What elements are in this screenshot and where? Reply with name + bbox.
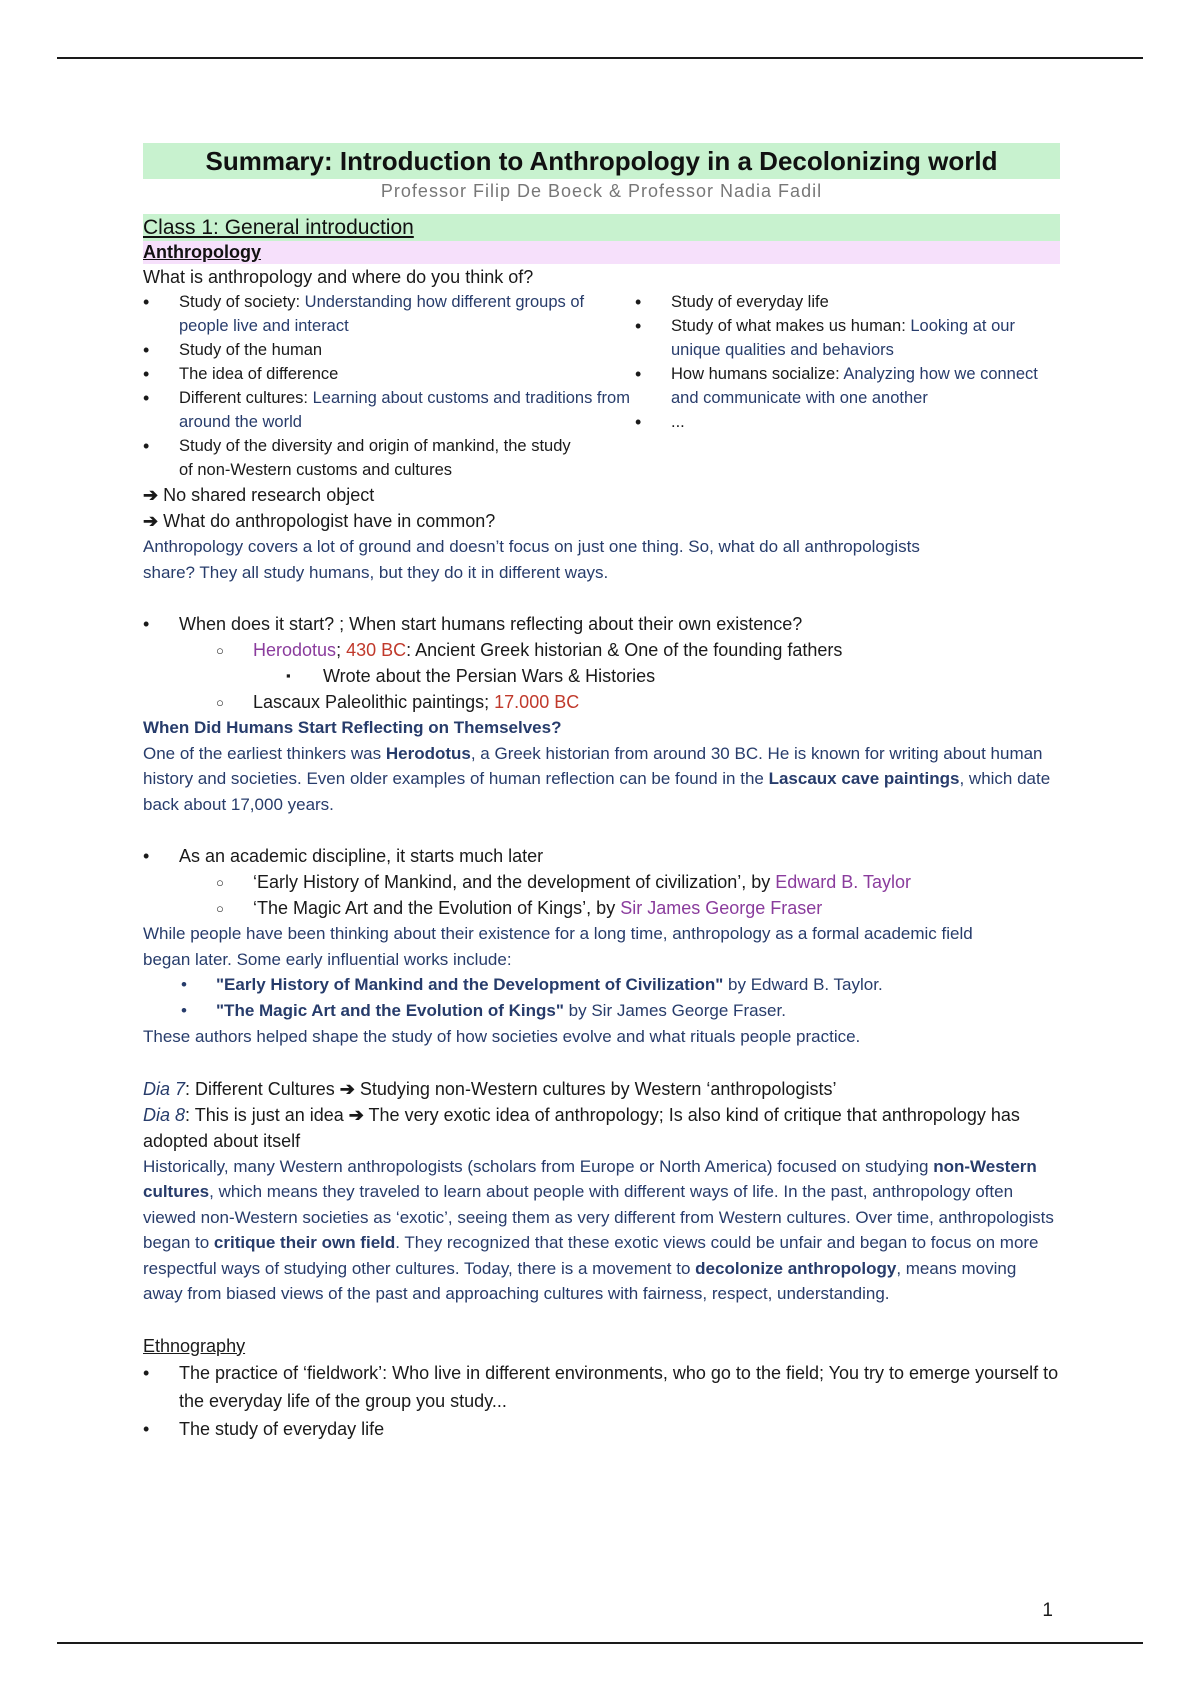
arrow-icon: ➔ [143,511,159,531]
list-item: • How humans socialize: Analyzing how we connect and communicate with one another [635,362,1060,410]
list-item: ○ ‘Early History of Mankind, and the development of civilization’, by Edward B. Taylor [143,869,1060,895]
list-item: • Study of what makes us human: Looking at our unique qualities and behaviors [635,314,1060,362]
circle-list [143,869,1060,921]
circle-list [143,637,1060,663]
reflect-paragraph: One of the earliest thinkers was Herodotus, a Greek historian from around 30 BC. He is known for writing about human history and societies. Even older examples of human reflection can be found in the Lascaux cave paintings, which date back about 17,000 years. [143,743,1051,814]
circle-list [143,689,1060,715]
dia-8-line: Dia 8: This is just an idea ➔ The very exotic idea of anthropology; Is also kind of critique that anthropology has adopted about itself [143,1104,1020,1151]
page-number: 1 [1042,1600,1053,1621]
list-item: ○ Herodotus; 430 BC: Ancient Greek historian & One of the founding fathers [143,637,1060,663]
works-list [143,972,1060,1024]
list-item: • The practice of ‘fieldwork’: Who live in different environments, who go to the field; You try to emerge yourself to the everyday life of the group you study... [143,1359,1060,1415]
list-item: ○ ‘The Magic Art and the Evolution of Kings’, by Sir James George Fraser [143,895,1060,921]
list-item: • Study of society: Understanding how different groups of people live and interact [143,290,635,338]
reflect-heading: When Did Humans Start Reflecting on Themselves? [143,718,562,737]
list-item: • "The Magic Art and the Evolution of Kings" by Sir James George Fraser. [143,998,1060,1024]
class-heading: Class 1: General introduction [143,214,1060,241]
top-rule [57,57,1143,59]
bullet-columns [143,290,1060,482]
summary-paragraph: Anthropology covers a lot of ground and doesn’t focus on just one thing. So, what do all anthropologists share? They all study humans, but they do it in different ways. [143,537,920,582]
question-line: What is anthropology and where do you think of? [143,267,534,287]
bullet-list [143,611,1060,637]
academic-paragraph: While people have been thinking about their existence for a long time, anthropology as a formal academic field began later. Some early influential works include: [143,924,973,969]
bullet-list [143,843,1060,869]
document-page [143,143,1060,1443]
arrow-line: ➔ What do anthropologist have in common? [143,511,496,531]
list-item: ▪ Wrote about the Persian Wars & Histories [143,663,1060,689]
list-item: • The study of everyday life [143,1415,1060,1443]
list-item: • Study of the diversity and origin of mankind, the study of non-Western customs and cultures [143,434,635,482]
works-paragraph: These authors helped shape the study of how societies evolve and what rituals people practice. [143,1027,861,1046]
western-paragraph: Historically, many Western anthropologists (scholars from Europe or North America) focused on studying non-Western cultures, which means they traveled to learn about people with different ways of life. In the past, anthropology often viewed non-Western societies as ‘exotic’, seeing them as very different from Western cultures. Over time, anthropologists began to critique their own field. They recognized that these exotic views could be unfair and began to focus on more respectful ways of studying other cultures. Today, there is a movement to decolonize anthropology, means moving away from biased views of the past and approaching cultures with fairness, respect, understanding. [143,1156,1054,1303]
right-bullet-list [635,290,1060,482]
dia-7-line: Dia 7: Different Cultures ➔ Studying non-Western cultures by Western ‘anthropologists’ [143,1078,837,1099]
document-title: Summary: Introduction to Anthropology in a Decolonizing world [143,143,1060,179]
list-item: • When does it start? ; When start humans reflecting about their own existence? [143,611,1060,637]
section-heading-anthropology: Anthropology [143,241,1060,264]
arrow-icon: ➔ [339,1078,355,1099]
square-list [143,663,1060,689]
list-item: • As an academic discipline, it starts much later [143,843,1060,869]
document-subtitle: Professor Filip De Boeck & Professor Nadia Fadil [380,181,823,201]
list-item: ○ Lascaux Paleolithic paintings; 17.000 BC [143,689,1060,715]
left-bullet-list [143,290,635,482]
arrow-icon: ➔ [143,485,159,505]
arrow-line: ➔ No shared research object [143,485,375,505]
ethnography-list [143,1359,1060,1443]
list-item: • Study of everyday life [635,290,1060,314]
ethnography-heading: Ethnography [143,1335,246,1356]
list-item: • "Early History of Mankind and the Development of Civilization" by Edward B. Taylor. [143,972,1060,998]
list-item: • Study of the human [143,338,635,362]
list-item: • ... [635,410,1060,434]
bottom-rule [57,1642,1143,1644]
arrow-icon: ➔ [348,1104,364,1125]
list-item: • The idea of difference [143,362,635,386]
list-item: • Different cultures: Learning about customs and traditions from around the world [143,386,635,434]
